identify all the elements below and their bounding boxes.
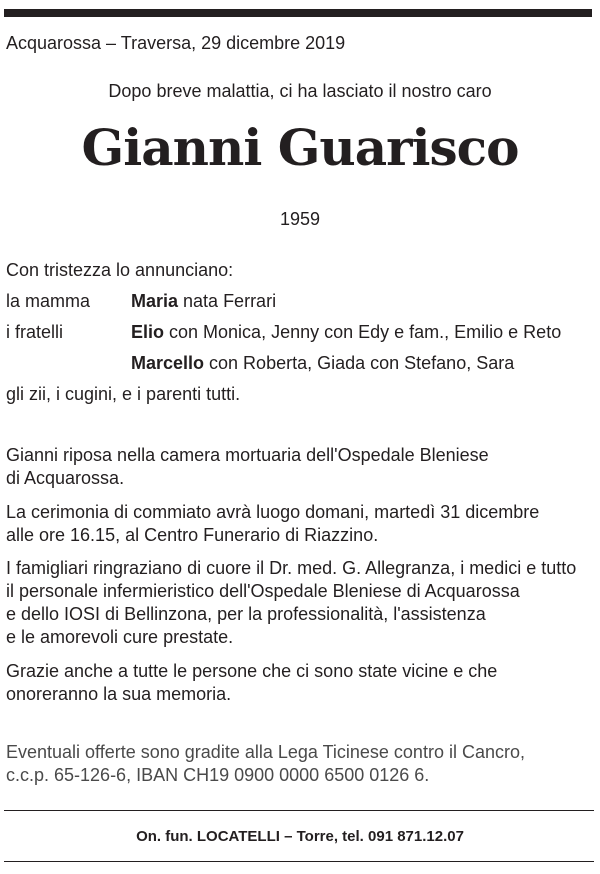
paragraph-line: Grazie anche a tutte le persone che ci sono state vicine e che [6,661,498,681]
relative-detail: con Monica, Jenny con Edy e fam., Emilio e Reto [164,322,562,342]
footer-rule-bottom [4,861,594,862]
paragraph-line: I famigliari ringraziano di cuore il Dr. med. G. Allegranza, i medici e tutto [6,558,577,578]
paragraph-gratitude [6,660,596,706]
paragraph-line: e dello IOSI di Bellinzona, per la professionalità, l'assistenza [6,604,486,624]
paragraph-thanks [6,557,596,649]
paragraph-line: onoreranno la sua memoria. [6,684,232,704]
paragraph-line: di Acquarossa. [6,468,125,488]
relation-label: la mamma [6,291,91,311]
relative-line [131,322,561,343]
deceased-name: Gianni Guarisco [81,118,519,177]
relative-detail: nata Ferrari [178,291,277,311]
footer-rule-top [4,810,594,811]
announcement-lead: Con tristezza lo annunciano: [6,260,234,280]
dateline: Acquarossa – Traversa, 29 dicembre 2019 [6,33,346,53]
paragraph-line: Gianni riposa nella camera mortuaria dell'Ospedale Bleniese [6,445,489,465]
relative-name: Maria [131,291,179,311]
relative-line [131,353,514,374]
paragraph-line: il personale infermieristico dell'Ospedale Bleniese di Acquarossa [6,581,520,601]
relative-name: Marcello [131,353,205,373]
announcement-closing: gli zii, i cugini, e i parenti tutti. [6,384,241,404]
relative-name: Elio [131,322,165,342]
top-rule [4,9,592,17]
birth-year: 1959 [279,209,321,229]
funeral-home-info: On. fun. LOCATELLI – Torre, tel. 091 871.12.07 [136,828,464,845]
relative-line [131,291,276,312]
paragraph-mortuary [6,444,596,490]
paragraph-line: alle ore 16.15, al Centro Funerario di Riazzino. [6,525,379,545]
paragraph-ceremony [6,501,596,547]
donation-line: Eventuali offerte sono gradite alla Lega Ticinese contro il Cancro, [6,742,525,762]
intro-text: Dopo breve malattia, ci ha lasciato il nostro caro [108,81,492,101]
paragraph-line: La cerimonia di commiato avrà luogo domani, martedì 31 dicembre [6,502,540,522]
donation-note [6,741,596,787]
donation-line: c.c.p. 65-126-6, IBAN CH19 0900 0000 6500 0126 6. [6,765,430,785]
relation-label: i fratelli [6,322,64,342]
relative-detail: con Roberta, Giada con Stefano, Sara [204,353,515,373]
paragraph-line: e le amorevoli cure prestate. [6,627,234,647]
